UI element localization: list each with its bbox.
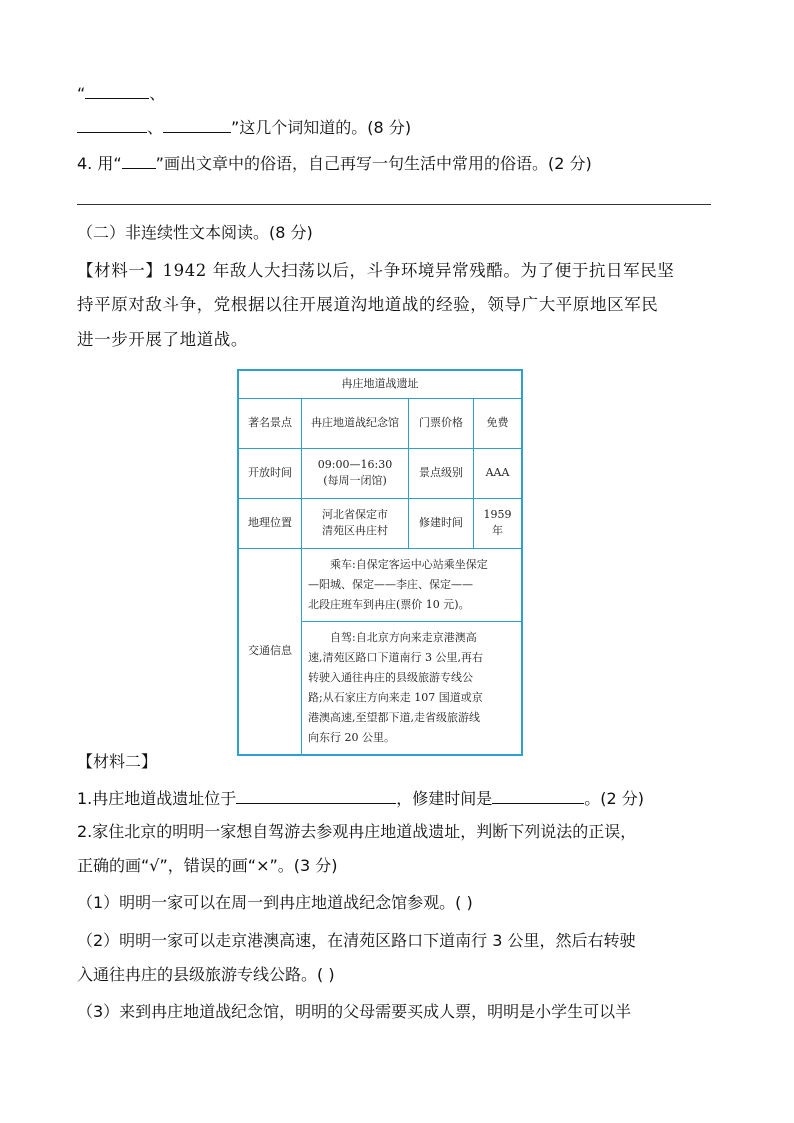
table-cell: 交通信息 bbox=[238, 548, 302, 755]
drive-info: 自驾:自北京方向来走京港澳高 速,清苑区路口下道南行 3 公里,再右 转驶入通往冉庄的县级旅游专线公 路;从石家庄方向来走 107 国道或京 港澳高速,至望都下道,走省级旅游线 向东行 20 公里。 bbox=[302, 621, 523, 755]
table-cell: 免费 bbox=[474, 398, 523, 448]
material-1-line-1: 【材料一】1942 年敌人大扫荡以后，斗争环境异常残酷。为了便于抗日军民坚 bbox=[77, 261, 675, 280]
table-cell: 景点级别 bbox=[409, 448, 474, 498]
statement-2-line-2[interactable]: 入通往冉庄的县级旅游专线公路。( ) bbox=[77, 965, 335, 984]
blank[interactable] bbox=[85, 82, 149, 99]
table-cell: 河北省保定市 清苑区冉庄村 bbox=[302, 498, 409, 548]
question-2-line-1: 2.家住北京的明明一家想自驾游去参观冉庄地道战遗址，判断下列说法的正误， bbox=[77, 822, 637, 841]
table-cell: 开放时间 bbox=[238, 448, 302, 498]
blank[interactable] bbox=[492, 787, 584, 804]
bus-info: 乘车:自保定客运中心站乘坐保定 —阳城、保定——李庄、保定—— 北段庄班车到冉庄(票价 10 元)。 bbox=[302, 548, 523, 621]
question-1: 1.冉庄地道战遗址位于 ，修建时间是 。(2 分) bbox=[77, 789, 645, 808]
blank[interactable] bbox=[77, 116, 147, 133]
statement-2-line-1: （2）明明一家可以走京港澳高速，在清苑区路口下道南行 3 公里，然后右转驶 bbox=[77, 931, 636, 950]
ranzhuang-info-table bbox=[237, 369, 523, 756]
blank bbox=[122, 152, 156, 169]
statement-1[interactable]: （1）明明一家可以在周一到冉庄地道战纪念馆参观。( ) bbox=[77, 893, 473, 912]
table-title: 冉庄地道战遗址 bbox=[238, 370, 522, 398]
table-cell: 冉庄地道战纪念馆 bbox=[302, 398, 409, 448]
question-2-line-2: 正确的画“√”，错误的画“×”。(3 分) bbox=[77, 856, 338, 875]
table-cell: 著名景点 bbox=[238, 398, 302, 448]
table-cell: 地理位置 bbox=[238, 498, 302, 548]
statement-3: （3）来到冉庄地道战纪念馆，明明的父母需要买成人票，明明是小学生可以半 bbox=[77, 1002, 632, 1021]
table-cell: 09:00—16:30 (每周一闭馆) bbox=[302, 448, 409, 498]
table-cell: 门票价格 bbox=[409, 398, 474, 448]
answer-line-1: “ 、 bbox=[77, 84, 166, 103]
blank[interactable] bbox=[236, 787, 396, 804]
material-1-line-3: 进一步开展了地道战。 bbox=[77, 330, 248, 349]
table-cell: 修建时间 bbox=[409, 498, 474, 548]
material-1-line-2: 持平原对敌斗争，党根据以往开展道沟地道战的经验，领导广大平原地区军民 bbox=[77, 295, 659, 314]
answer-rule[interactable] bbox=[77, 204, 711, 205]
table-cell: 1959 年 bbox=[474, 498, 523, 548]
table-cell: AAA bbox=[474, 448, 523, 498]
question-4: 4. 用“ ”画出文章中的俗语，自己再写一句生活中常用的俗语。(2 分) bbox=[77, 154, 592, 173]
answer-line-2: 、 ”这几个词知道的。(8 分) bbox=[77, 116, 411, 139]
section-heading: （二）非连续性文本阅读。(8 分) bbox=[77, 223, 313, 242]
blank[interactable] bbox=[163, 116, 231, 133]
material-2-heading: 【材料二】 bbox=[77, 752, 158, 771]
